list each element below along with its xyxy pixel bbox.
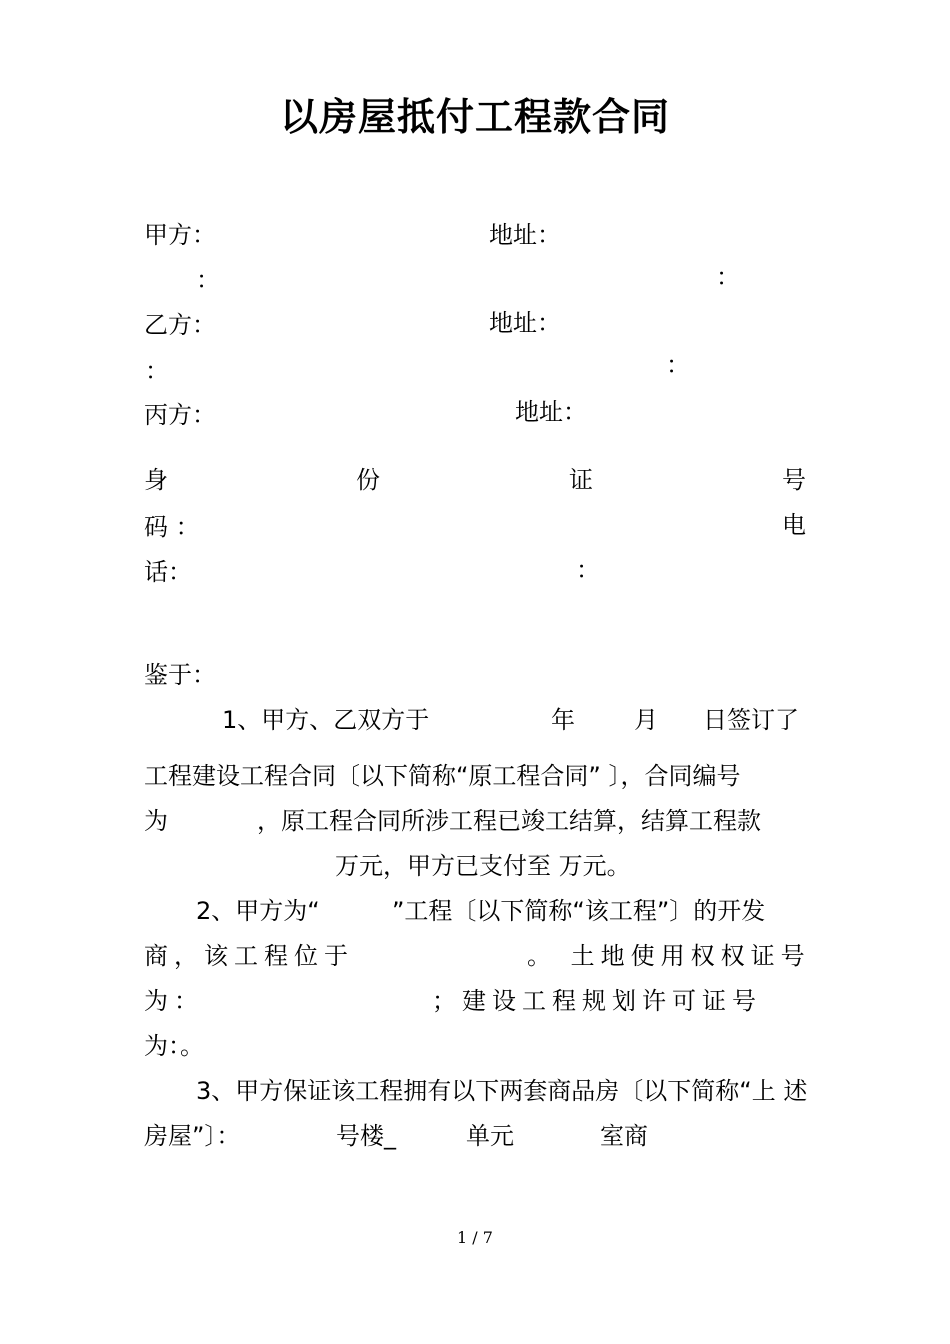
- party-c-colon-right: ：: [576, 556, 600, 584]
- clause2-line4: 为：。: [144, 1032, 204, 1060]
- clause1-line4: 万元，甲方已支付至 万元。: [335, 852, 631, 880]
- phone-char-hua: 话：: [144, 558, 192, 586]
- party-b-colon: ：: [145, 357, 169, 385]
- clause2-line2-a: 商，该工程位于: [144, 942, 354, 970]
- clause3-room: 室商: [600, 1122, 648, 1150]
- clause1-day: 日签订了: [703, 706, 799, 734]
- clause2-line2-b: 。 土地使用权权证号: [527, 942, 811, 970]
- party-b-label: 乙方：: [144, 311, 216, 339]
- clause3-line2-a: 房屋”〕：: [144, 1122, 241, 1150]
- id-char-zheng: 证: [569, 466, 593, 494]
- clause3-line1: 3、甲方保证该工程拥有以下两套商品房〔以下简称“上 述: [196, 1077, 808, 1105]
- party-a-address-label: 地址：: [489, 221, 561, 249]
- id-char-hao: 号: [782, 466, 806, 494]
- id-char-ma: 码 ：: [144, 513, 200, 541]
- clause3-unit: 单元: [466, 1122, 514, 1150]
- document-title: 以房屋抵付工程款合同: [279, 95, 670, 139]
- clause2-line3-a: 为：: [144, 987, 204, 1015]
- clause1-month: 月: [634, 706, 658, 734]
- clause1-line3-rest: ，原工程合同所涉工程已竣工结算，结算工程款: [257, 807, 761, 835]
- clause1-line1-a: 1、甲方、乙双方于: [222, 706, 430, 734]
- clause1-year: 年: [551, 706, 575, 734]
- clause1-line2: 工程建设工程合同〔以下简称“原工程合同” 〕，合同编号: [144, 762, 741, 790]
- party-b-colon-right: ：: [666, 351, 690, 379]
- whereas-label: 鉴于：: [144, 661, 216, 689]
- clause2-line1-b: ”工程〔以下简称“该工程”〕的开发: [392, 897, 766, 925]
- clause2-line3-b: ；建设工程规划许可证号: [432, 987, 762, 1015]
- clause3-building: 号楼_: [336, 1122, 396, 1150]
- party-a-colon-right: ：: [716, 263, 740, 291]
- id-char-fen: 份: [356, 466, 380, 494]
- clause2-line1-a: 2、甲方为“: [196, 897, 320, 925]
- id-char-shen: 身: [144, 466, 168, 494]
- party-a-colon: ：: [196, 266, 220, 294]
- party-c-address-label: 地址：: [515, 398, 587, 426]
- phone-char-dian: 电: [782, 511, 806, 539]
- clause1-line3-start: 为: [144, 807, 168, 835]
- page-number: 1 / 7: [457, 1228, 493, 1247]
- party-a-label: 甲方：: [144, 221, 216, 249]
- party-b-address-label: 地址：: [489, 309, 561, 337]
- party-c-label: 丙方：: [144, 401, 216, 429]
